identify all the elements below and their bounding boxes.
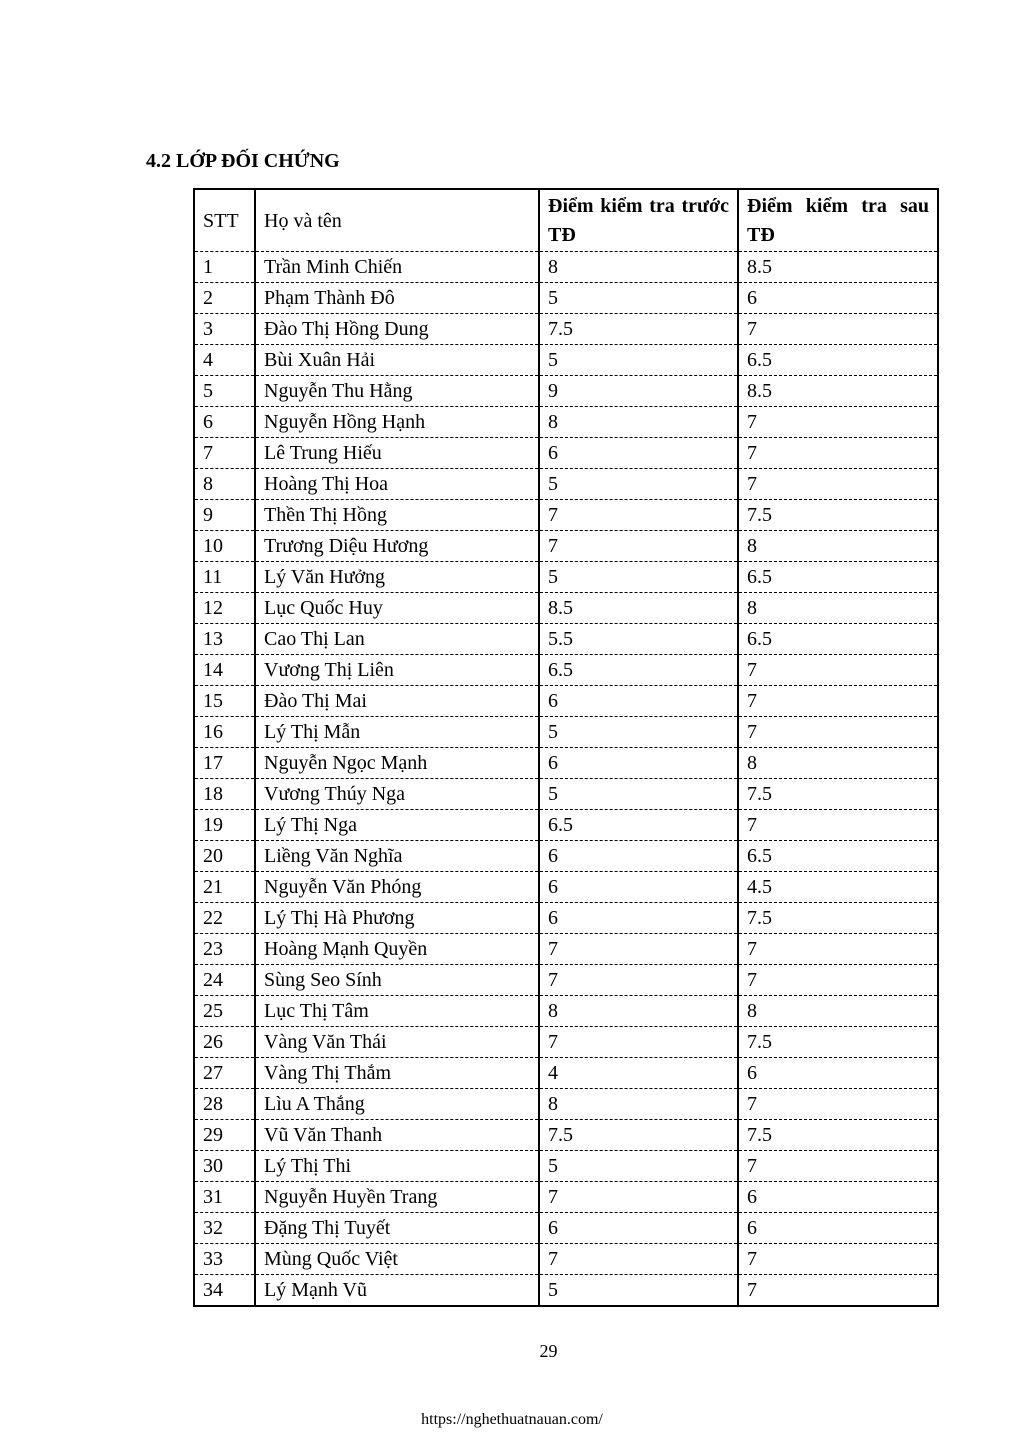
table-row (194, 562, 938, 593)
cell-score-before: 6.5 (539, 810, 738, 841)
cell-stt: 21 (194, 872, 255, 903)
cell-score-before: 6 (539, 686, 738, 717)
cell-score-before: 6 (539, 438, 738, 469)
section-title: 4.2 LỚP ĐỐI CHỨNG (146, 150, 340, 172)
cell-name: Lìu A Thắng (255, 1089, 539, 1120)
cell-stt: 13 (194, 624, 255, 655)
cell-stt: 8 (194, 469, 255, 500)
cell-stt: 2 (194, 283, 255, 314)
cell-name: Mùng Quốc Việt (255, 1244, 539, 1275)
table-row (194, 438, 938, 469)
cell-score-after: 7 (738, 1244, 938, 1275)
cell-score-after: 6 (738, 1058, 938, 1089)
cell-name: Lý Thị Mẫn (255, 717, 539, 748)
cell-score-before: 7.5 (539, 314, 738, 345)
cell-name: Liềng Văn Nghĩa (255, 841, 539, 872)
cell-stt: 11 (194, 562, 255, 593)
table-row (194, 345, 938, 376)
cell-stt: 17 (194, 748, 255, 779)
cell-score-after: 7 (738, 1151, 938, 1182)
cell-score-before: 6 (539, 903, 738, 934)
cell-score-before: 6 (539, 872, 738, 903)
cell-stt: 16 (194, 717, 255, 748)
cell-name: Vàng Thị Thắm (255, 1058, 539, 1089)
cell-score-after: 8 (738, 593, 938, 624)
cell-name: Lý Văn Hưởng (255, 562, 539, 593)
cell-score-after: 6 (738, 1213, 938, 1244)
cell-score-after: 7 (738, 717, 938, 748)
cell-score-before: 5 (539, 562, 738, 593)
cell-name: Bùi Xuân Hải (255, 345, 539, 376)
cell-score-after: 8.5 (738, 376, 938, 407)
cell-stt: 22 (194, 903, 255, 934)
cell-score-after: 6.5 (738, 841, 938, 872)
cell-name: Hoàng Thị Hoa (255, 469, 539, 500)
cell-score-before: 6 (539, 841, 738, 872)
cell-name: Lý Mạnh Vũ (255, 1275, 539, 1307)
cell-name: Đào Thị Hồng Dung (255, 314, 539, 345)
cell-score-after: 4.5 (738, 872, 938, 903)
cell-name: Nguyễn Ngọc Mạnh (255, 748, 539, 779)
cell-stt: 33 (194, 1244, 255, 1275)
table-row (194, 717, 938, 748)
cell-stt: 25 (194, 996, 255, 1027)
cell-score-before: 7 (539, 1027, 738, 1058)
cell-score-after: 8 (738, 748, 938, 779)
cell-name: Vũ Văn Thanh (255, 1120, 539, 1151)
cell-stt: 18 (194, 779, 255, 810)
cell-stt: 20 (194, 841, 255, 872)
table-row (194, 1027, 938, 1058)
table-row (194, 872, 938, 903)
cell-name: Nguyễn Thu Hằng (255, 376, 539, 407)
cell-stt: 27 (194, 1058, 255, 1089)
cell-stt: 7 (194, 438, 255, 469)
cell-stt: 10 (194, 531, 255, 562)
table-row (194, 283, 938, 314)
cell-name: Hoàng Mạnh Quyền (255, 934, 539, 965)
cell-score-before: 8 (539, 407, 738, 438)
cell-name: Lý Thị Thi (255, 1151, 539, 1182)
table-row (194, 779, 938, 810)
cell-name: Lý Thị Hà Phương (255, 903, 539, 934)
cell-score-before: 6.5 (539, 655, 738, 686)
cell-score-after: 7 (738, 469, 938, 500)
table-row (194, 934, 938, 965)
cell-score-after: 6 (738, 1182, 938, 1213)
table-row (194, 469, 938, 500)
cell-score-after: 7.5 (738, 1027, 938, 1058)
cell-score-after: 7.5 (738, 1120, 938, 1151)
table-row (194, 1151, 938, 1182)
cell-stt: 6 (194, 407, 255, 438)
cell-score-after: 7.5 (738, 500, 938, 531)
table-row (194, 1244, 938, 1275)
cell-stt: 30 (194, 1151, 255, 1182)
cell-score-after: 7 (738, 655, 938, 686)
cell-score-after: 7 (738, 1089, 938, 1120)
cell-score-after: 6.5 (738, 345, 938, 376)
table-row (194, 1182, 938, 1213)
cell-name: Nguyễn Hồng Hạnh (255, 407, 539, 438)
cell-stt: 5 (194, 376, 255, 407)
cell-stt: 15 (194, 686, 255, 717)
table-row (194, 1120, 938, 1151)
cell-name: Đặng Thị Tuyết (255, 1213, 539, 1244)
cell-stt: 1 (194, 252, 255, 283)
page-number: 29 (539, 1341, 558, 1361)
cell-score-before: 7 (539, 1244, 738, 1275)
table-row (194, 903, 938, 934)
cell-score-before: 5 (539, 283, 738, 314)
cell-score-after: 6.5 (738, 624, 938, 655)
cell-name: Nguyễn Huyền Trang (255, 1182, 539, 1213)
table-row (194, 624, 938, 655)
cell-score-before: 7 (539, 1182, 738, 1213)
cell-score-after: 7.5 (738, 903, 938, 934)
cell-name: Sùng Seo Sính (255, 965, 539, 996)
cell-score-before: 9 (539, 376, 738, 407)
cell-stt: 31 (194, 1182, 255, 1213)
cell-score-before: 8.5 (539, 593, 738, 624)
cell-score-after: 7 (738, 438, 938, 469)
cell-name: Thền Thị Hồng (255, 500, 539, 531)
table-row (194, 965, 938, 996)
cell-name: Phạm Thành Đô (255, 283, 539, 314)
table-row (194, 593, 938, 624)
cell-name: Lý Thị Nga (255, 810, 539, 841)
table-row (194, 1058, 938, 1089)
table-row (194, 810, 938, 841)
cell-score-before: 6 (539, 1213, 738, 1244)
header-name: Họ và tên (255, 189, 539, 252)
cell-score-before: 5 (539, 1151, 738, 1182)
cell-name: Lục Quốc Huy (255, 593, 539, 624)
cell-score-after: 7.5 (738, 779, 938, 810)
score-table (193, 188, 939, 1307)
cell-stt: 28 (194, 1089, 255, 1120)
table-row (194, 686, 938, 717)
cell-score-after: 7 (738, 407, 938, 438)
cell-score-before: 5 (539, 469, 738, 500)
cell-name: Lê Trung Hiếu (255, 438, 539, 469)
cell-stt: 19 (194, 810, 255, 841)
cell-score-after: 7 (738, 934, 938, 965)
cell-name: Nguyễn Văn Phóng (255, 872, 539, 903)
cell-stt: 3 (194, 314, 255, 345)
table-row (194, 252, 938, 283)
cell-score-before: 5 (539, 1275, 738, 1307)
cell-name: Vương Thị Liên (255, 655, 539, 686)
cell-score-after: 7 (738, 810, 938, 841)
cell-stt: 24 (194, 965, 255, 996)
cell-score-before: 5 (539, 345, 738, 376)
cell-score-before: 7 (539, 965, 738, 996)
table-row (194, 500, 938, 531)
cell-name: Trương Diệu Hương (255, 531, 539, 562)
table-header-row (194, 189, 938, 252)
cell-score-after: 6 (738, 283, 938, 314)
table-row (194, 748, 938, 779)
table-row (194, 314, 938, 345)
cell-score-before: 7 (539, 934, 738, 965)
cell-score-before: 5.5 (539, 624, 738, 655)
cell-score-before: 8 (539, 1089, 738, 1120)
cell-score-before: 7.5 (539, 1120, 738, 1151)
table-row (194, 376, 938, 407)
footer-url[interactable]: https://nghethuatnauan.com/ (421, 1411, 603, 1428)
table-body (194, 252, 938, 1307)
cell-stt: 23 (194, 934, 255, 965)
header-stt: STT (194, 189, 255, 252)
cell-score-before: 6 (539, 748, 738, 779)
cell-name: Lục Thị Tâm (255, 996, 539, 1027)
cell-stt: 4 (194, 345, 255, 376)
cell-score-before: 8 (539, 996, 738, 1027)
table-row (194, 655, 938, 686)
cell-score-before: 8 (539, 252, 738, 283)
table-row (194, 531, 938, 562)
cell-score-after: 6.5 (738, 562, 938, 593)
table-row (194, 1089, 938, 1120)
cell-score-after: 7 (738, 686, 938, 717)
cell-score-before: 7 (539, 531, 738, 562)
cell-score-after: 8 (738, 531, 938, 562)
header-score-before: Điểm kiểm tra trước TĐ (539, 189, 738, 252)
table-row (194, 996, 938, 1027)
cell-score-before: 7 (539, 500, 738, 531)
table-row (194, 1275, 938, 1307)
cell-name: Vàng Văn Thái (255, 1027, 539, 1058)
header-score-after: Điểm kiểm tra sau TĐ (738, 189, 938, 252)
cell-stt: 12 (194, 593, 255, 624)
cell-score-before: 4 (539, 1058, 738, 1089)
cell-stt: 34 (194, 1275, 255, 1307)
cell-name: Trần Minh Chiến (255, 252, 539, 283)
cell-name: Cao Thị Lan (255, 624, 539, 655)
cell-score-after: 8.5 (738, 252, 938, 283)
cell-score-before: 5 (539, 779, 738, 810)
cell-score-after: 7 (738, 1275, 938, 1307)
cell-name: Vương Thúy Nga (255, 779, 539, 810)
cell-score-after: 7 (738, 314, 938, 345)
cell-stt: 14 (194, 655, 255, 686)
table-row (194, 841, 938, 872)
cell-score-after: 7 (738, 965, 938, 996)
cell-stt: 29 (194, 1120, 255, 1151)
cell-score-after: 8 (738, 996, 938, 1027)
table-row (194, 1213, 938, 1244)
cell-score-before: 5 (539, 717, 738, 748)
cell-stt: 26 (194, 1027, 255, 1058)
cell-stt: 9 (194, 500, 255, 531)
cell-name: Đào Thị Mai (255, 686, 539, 717)
table-row (194, 407, 938, 438)
cell-stt: 32 (194, 1213, 255, 1244)
